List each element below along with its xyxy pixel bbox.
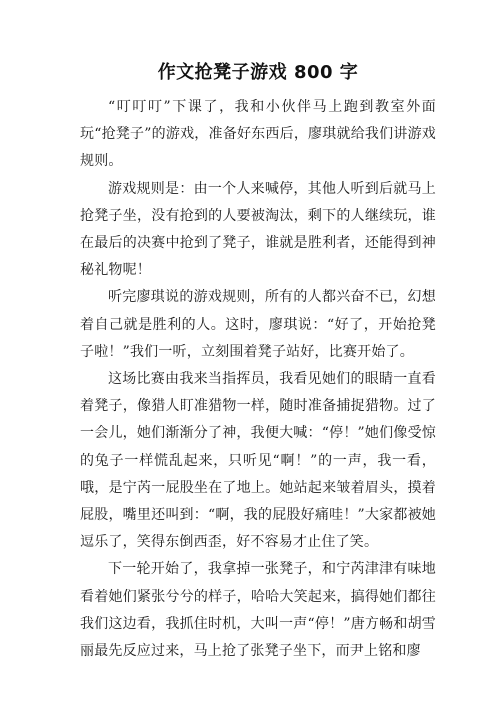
- paragraph-3: 听完廖琪说的游戏规则，所有的人都兴奋不已，幻想着自己就是胜利的人。这时，廖琪说：“好了，开始抢凳子啦！”我们一听，立刻围着凳子站好，比赛开始了。: [80, 289, 436, 360]
- paragraph-4: 这场比赛由我来当指挥员，我看见她们的眼睛一直看着凳子，像猎人盯准猎物一样，随时准备捕捉猎物。过了一会儿，她们渐渐分了神，我便大喊：“停！”她们像受惊的兔子一样慌乱起来，只听见“啊！”的一声，我一看，哦，是宁芮一屁股坐在了地上。她站起来皱着眉头，摸着屁股，嘴里还叫到：“啊，我的屁股好痛哇！”大家都被她逗乐了，笑得东倒西歪，好不容易才止住了笑。: [80, 371, 436, 551]
- document-title: 作文抢凳子游戏 800 字: [157, 62, 359, 83]
- document-body: [80, 94, 436, 665]
- paragraph-1: “叮叮叮”下课了，我和小伙伴马上跑到教室外面玩“抢凳子”的游戏，准备好东西后，廖琪就给我们讲游戏规则。: [80, 99, 436, 170]
- paragraph-2: 游戏规则是：由一个人来喊停，其他人听到后就马上抢凳子坐，没有抢到的人要被淘汰，剩下的人继续玩，谁在最后的决赛中抢到了凳子，谁就是胜利者，还能得到神秘礼物呢！: [80, 180, 436, 279]
- paragraph-5: 下一轮开始了，我拿掉一张凳子，和宁芮津津有味地看着她们紧张兮兮的样子，哈哈大笑起来，搞得她们都往我们这边看，我抓住时机，大叫一声“停！”唐方畅和胡雪丽最先反应过来，马上抢了张凳子坐下，而尹上铭和廖: [80, 561, 436, 660]
